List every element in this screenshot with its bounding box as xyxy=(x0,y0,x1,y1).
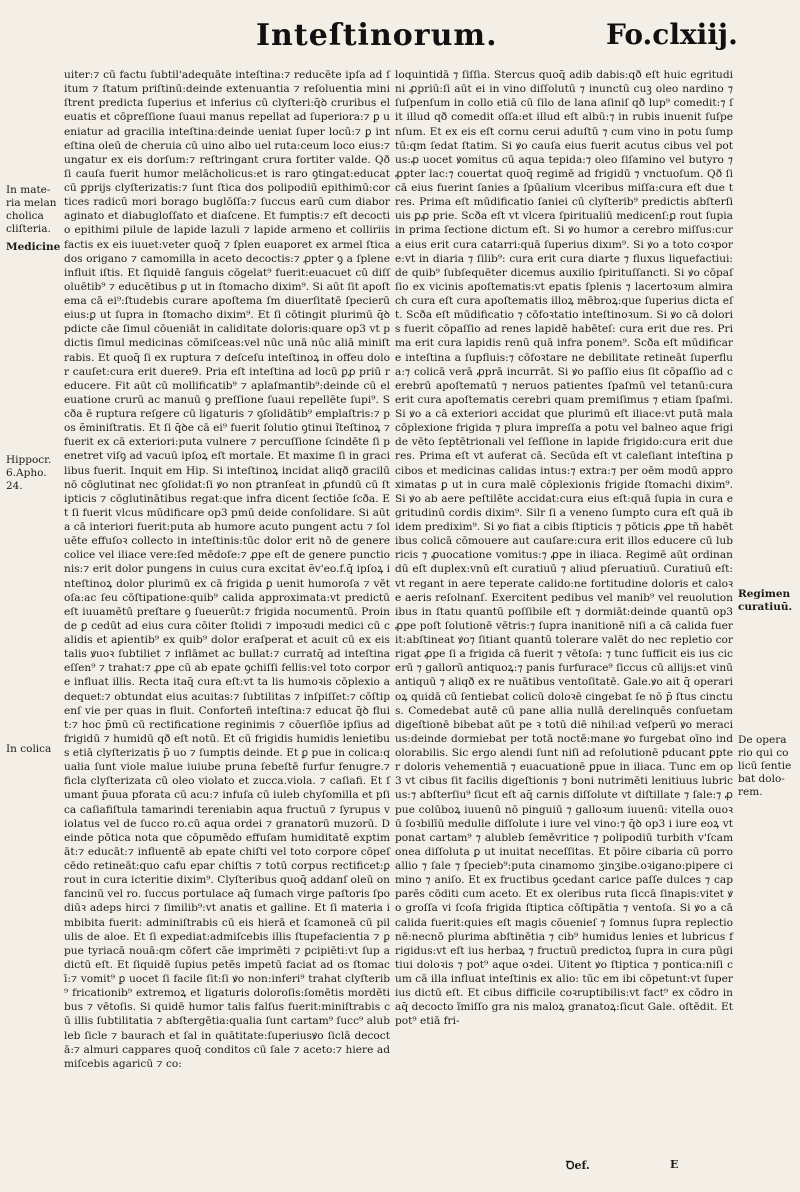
margin-note-hippocrates: Hippocr. 6.Apho. 24. xyxy=(6,454,52,492)
page-header xyxy=(0,14,800,66)
text-column-right xyxy=(395,68,733,1029)
right-column-text: loquintidā ⁊ ſiſſia. Stercus quoq̄ adib dabis:qð eſt huic egritudini ꝓpriū:ſi aūt ei in vino diſſolutū ⁊ inunctū cuꝫ oleo nardino ⁊ ſuſpenſum in collo etiā cū ſilo de lana aſiniſ qð lup⁹ comedit:⁊ ſit illud qð comedit oſſa:et illud eſt albū:⁊ in rubis inuenit ſuſpenſum. Et ex eis eſt cornu cerui aduſtū ⁊ cum vino in potu ſumptū:qm ſedat ſtatim. Si ꝟo cauſa eius fuerit acutus cibus vel potus:ꝓ uocet ꝟomitus cū aqua tepida:⁊ oleo ſiſamino vel butyro ⁊ ꝓpter lac:⁊ couertat quoq̄ regimē ad frigidū ⁊ vnctuoſum. Qð ſi cā eius fuerint ſanies a ſpūalium vlceribus miſſa:cura eſt due tres. Prima eſt mūdificatio ſaniei cū clyſterib⁹ predictis abſterſiuis ꝑꝓ prie. Scða eſt vt vlcera ſpiritualiū medicenſ:ꝑ rout ſupia in prima ſectione dictum eſt. Si ꝟo humor a cerebro miſſus:cura eius erit cura catarri:quā ſuperius dixım⁹. Si ꝟo a toto coꝛpore:vt in diaria ⁊ ſilib⁹: cura erit cura diarte ⁊ fluxus liquefactiui:de quib⁹ ſubſequēter dicemus auxilio ſpirituſſancti. Si ꝟo cōpaſſio ex vicinis apoſtematis:vt epatis ſplenis ⁊ lacertoꝛum almirach cura eſt cura apoſtematis illoꝝ mēbroꝝ:que ſuperius dicta eſt. Scða eſt mūdificatio ⁊ cōfoꝛtatio inteſtinoꝛum. Si ꝟo cā doloris fuerit cōpaſſio ad renes lapidē habēteſ: cura erit due res. Prima erit cura lapidis renū quā infra ponem⁹. Scða eſt mūdificare inteſtina a ſupfluis:⁊ cōfoꝛtare ne debilitate retineāt ſuperflua:⁊ colicā verā ꝓprā incurrāt. Si ꝟo paſſio eius ſit cōpaſſio ad cerebrū apoſtematū ⁊ neruos patientes ſpaſmū vel tetanū:cura erit cura apoſtematis cerebri quam premiſimus ⁊ etiam ſpaſmi. Si ꝟo a cā exteriori accidat que plurimū eſt iliace:vt putā mala cōplexione frigida ⁊ plura impreſſa a potu vel balneo aque frigide vēto ſeptētrionali vel ſeſſione in lapide frigido:cura erit due res. Prima eſt vt auferat cā. Secūda eſt vt caleſiant inteſtina p cibos et medicinas calidas intus:⁊ extra:⁊ per oēm modū approximatas ꝑ ut in cura malē cōplexionis frigide ſtomachi dixim⁹. Si ꝟo ab aere peſtilēte accidat:cura eius eſt:quā ſupia in cura egritudinū cordis dixim⁹. Silr ſi a veneno ſumpto cura eſt quā ibidem predixim⁹. Si ꝟo fiat a cibis ſtipticis ⁊ pōticis ꝓpe tñ habētibus colicā cōmouere aut cauſare:cura erit illos educere cū lubricis ⁊ ꝓuocatione vomitus:⁊ ꝓpe in iliaca. Regimē aūt ordinandū eſt duplex:vnū eſt curatiuū ⁊ aliud pſeruatiuū. Curatiuū eſt:vt regant in aere teperate calido:ne fortitudine doloris et caloꝛe aeris reſolnanſ. Exercitent pedibus vel manib⁹ vel reuolutionibus in ſtatu quantū poſſibile eſt ⁊ dormiāt:deinde quantū op3 ꝓpe poſt ſolutionē vētris:⁊ ſupra inanitionē niſi a cā calida fuerit:abſtineat ꝟo⁊ ſitiant quantū tolerare valēt do nec repletio corrigat ꝓpe ſi a frigida cā fuerit ⁊ vētoſa: ⁊ tunc ſufficit eis ius cicerū ⁊ gallorū antiquoꝝ:⁊ panis furfurace⁹ ſiccus cū allijs:et vinū antiquū ⁊ aliqð ex re nuātibus ventoſitatē. Gale.ꝟo ait q̄ operarioꝝ quidā cū ſentiebat colicū doloꝛē cingebat ſe nō p̄ ſtus cinctus. Comedebat autē cū pane allia nullā derelinquēs conſuetam digeſtionē bibebat aūt pe ꝛ totū diē nihil:ad veſperū ꝟo meracius:deinde dormiebat per totā noctē:mane ꝟo furgebat oīno indolorabilis. Sic ergo alendi ſunt niſi ad reſolutionē pducant ꝑpter doloris vehementiā ⁊ euacuationē ꝑpue in iliaca. Tunc em op3 vt cibus ſit facilis digeſtionis ⁊ boni nutrimēti lenitiuus lubricus:⁊ abſterſiu⁹ ſicut eſt aq̄ carnis diſſolute vt diſtillate ⁊ ſale:⁊ ꝓpue colūboꝝ iuuenū nō pinguiū ⁊ galloꝛum iuuenū: vitella ouoꝛū ſoꝛbilīū medulle diſſolute i iure vel vino:⁊ q̄ꝺ op3 i iure eoꝝ vt ponat cartam⁹ ⁊ alubleb ſemēvritice ⁊ polipodiū turbith v'ſcamonea diſſoluta ꝑ ut inuitat neceſſitas. Et pōire cibaria cū porro allio ⁊ ſale ⁊ ſpecieb⁹:puta cinamomo ʒinʒibe.oꝛigano:pipere cimino ⁊ aniſo. Et ex fructibus ꝯcedant carice paſſe dulces ⁊ capparēs cōditi cum aceto. Et ex oleribus ruta ſiccā ſinapis:vitet ꝟo groſſa vi ſcoſa frigida ſtiptica cōſtipātia ⁊ ventoſa. Si ꝟo a cā calida fuerit:quies eſt magis cōuenieſ ⁊ ſomnus ſupra replectionē:necnō plurima abſtinētia ⁊ cib⁹ humidus lenies et lubricus frigidus:vt eſt ius herbaꝝ ⁊ fructuū predictoꝝ ſupra in cura pūgitiui doloꝛis ⁊ pot⁹ aque oꝛdei. Uitent ꝟo ſtiptica ⁊ pontica:niſi cum cā illa influat inteſtinis ex alio: tūc em ibi cōpetunt:vt ſuperius dictū eſt. Et cibus difficile coꝛruptibilis:vt fact⁹ ex cōdro in aq̄ decocto ĩmiſſo gra nis maloꝝ granatoꝝ:ſicut Gale. oſtēdit. Et pot⁹ etiā fri- xyxy=(395,69,733,1028)
margin-note-de-operario: De opera rio qui co licū ſentie bat dolo- rem. xyxy=(738,734,792,798)
margin-note-materia-melancholica: In mate- ria melan cholica cliſteria. xyxy=(6,184,57,235)
folio-number: Fo.clxiij. xyxy=(606,18,738,51)
running-head-title: Inteſtinorum. xyxy=(256,18,498,53)
left-column-text: uiter:⁊ cū factu ſubtil'adequāte inteſtina:⁊ reducēte ipſa ad ſitum ⁊ ſtatum priſtinū:deinde extenuantia ⁊ reſoluentia miniſtrent predicta ſuperius et inferius cū clyſteri:q̄ꝺ cruribus eleuatis et cōpreſſione ſuaui manus repellat ad ſuperiora:⁊ ꝑ ueniatur ad gracilia inteſtina:deinde ueniat ſuper locū:⁊ ꝑ inteſtina oleū de cheruia cū uino albo uel ruta:ceum loco eius:⁊ ungatur ex eis dorſum:⁊ reſtringant crura fortiter valde. Qð ſi cauſa fuerit humor melācholicus:et is raro ꝯtingat:educat cū ꝑprijs clyſterizatis:⁊ ſunt ſtica dos polipodiū epithimū:cortices radicū mori borago buglōſſa:⁊ ſuccus earū cum diaboraginato et diabugloſſato et diaſcene. Et fumptis:⁊ eſt decoctio epithimi pilule de lapide lazuli ⁊ lapide armeno et colliriis factis ex eis iuuet:veter quoq̄ ⁊ ſplen euaporet ex armel ſticados origano ⁊ camomilla in aceto decoctis:⁊ ꝓpter ꝯ a ſplene influit iſtis. Et ſiquidē ſanguis cōgelat⁹ fuerit:euacuet cū diſſoluētib⁹ ⁊ educētibus ꝑ ut in ſtomacho dixim⁹. Si aūt ſit apoſtema cā ei⁹:ſtudebis curare apoſtema ſm diuerſitatē ſpecierū eius:ꝑ ut ſupra in ſtomacho dixim⁹. Et ſi cōtingit plurimū q̄ꝺ pdicte cāe ſimul cōueniāt in caliditate doloris:quare op3 vt pdictis ſimul medicinas cōmiſceas:vel nūc unā nūc aliā miniſtrabis. Et quoq̄ ſi ex ruptura ⁊ deſceſu inteſtinoꝝ in offeu dolor cauſet:cura erit duere9. Pria eſt inteſtina ad locū ꝑꝓ priū reducere. Fit aūt cū mollificatib⁹ ⁊ aplaſmantib⁹:deinde cū eleuatione crurū ac manuū ꝯ preſſione ſuaui repellēte ſupi⁹. Scða ē ruptura reſgere cū ligaturis ⁊ ꝯſolidātib⁹ emplaſtris:⁊ p os ẽminiſtratis. Et ſi q̄ꝺe cā ei⁹ fuerit ſolutio ꝯtinui ĩteſtinoꝝ ⁊ fuerit ex cā exteriori:puta vulnere ⁊ percuſſione ſcindēte ſi penetret viſꝯ ad vacuū ipſoꝝ eſt mortale. Et maxime ſi in gracilibus fuerit. Inquit em Hip. Si inteſtinoꝝ incidat aliqð gracilū nō cōglutinat nec ꝯſolidat:ſi ꝟo non ꝑtranſeat in ꝓfundū cū ſtipticis ⁊ cōglutinātibus regat:que infra dicent ſectiōe ſcða. Et ſi fuerit vlcus mūdificare op3 pmū deide conſolidare. Si aūt a cā interiori fuerit:puta ab humore acuto pungent actu ⁊ ſoluēte effuſoꝛ collecto in inteſtinis:tūc dolor erit nō de genere colice vel iliace vere:ſed mēdoſe:⁊ ꝓpe eſt de genere punctionis:⁊ erit dolor pungens in cuius cura excitat ẽv'eo.f.q̄ ipſoꝝ inteſtinoꝝ dolor plurimū ex cā frigida ꝑ uenit humoroſa ⁊ vētoſa:ac ſeu cōſtipatione:quib⁹ calida approximata:vt predictū eſt iuuamētū preſtare ꝯ ſueuerūt:⁊ frigida nocumentū. Proinde ꝑ cedūt ad eius cura cōiter ſtolidi ⁊ impoꝛudi medici cū calidis et aꝑientib⁹ ex quib⁹ dolor eraſperat et acuit cū ex eis talis ꝟuoꝛ ſubtiliet ⁊ inflāmet ac bullat:⁊ curratq̄ ad inteſtina eſſen⁹ ⁊ trahat:⁊ ꝓpe cū ab epate ꝯchiſſi fellis:vel toto corpore influat illis. Recta itaq̄ cura eſt:vt ta lis humoꝛis cōplexio adequet:⁊ obtundat eius acuitas:⁊ ſubtilitas ⁊ inſpiſſet:⁊ cōſtipenſ vie per quas in fluit. Conforteñ inteſtina:⁊ educat q̄ꝺ fluit:⁊ hoc p̄mū cū rectificatione reginimis ⁊ cōuerſiōe ipſius ad frigidū ⁊ humidū qð eſt notū. Et cū frigidis humidis lenietibus etiā clyſterizatis p̄ uo ⁊ ſumptis deinde. Et ꝑ pue in colica:qualia ſunt viole malue iuiube pruna ſebeſtē furfur fenugre.⁊ ficla clyſterizata cū oleo violato et zucca.viola. ⁊ caſiafi. Et ſumant p̄uua pforata cū acu:⁊ infuſa cū iuleb chyſomilla et pſica caſiafiſtula tamarindi tereniabin aqua fructuū ⁊ ſyrupus violatus vel de ſucco ro.cū aqua ordei ⁊ granatorū muzorū. Deinde pōtica nota que cōpumēdo effuſam humiditatē exptimāt:⁊ educāt:⁊ influentē ab epate chiſti vel toto corpore cōpeſcēdo retineāt:quo cafu epar chiſtis ⁊ totū corpus rectificet:ꝑ rout in cura icteritie dixim⁹. Clyſteribus quoq̄ addanſ oleū onfancinū vel ro. ſuccus portulace aq̄ ſumach virge paſtoris ſpodiūꝛ adeps hirci ⁊ ſimilib⁹:vt anatis et galline. Et ſi materia imbibita fuerit: adminiſtrabis cū eis hierā et ſcamoneā cū pilulis de aloe. Et ſi expediat:admiſcebis illis ſtupefacientia ⁊ ꝑpue tyriacā nouā:qm cōfert cāe imprimēti ⁊ ꝑcipiēti:vt ſup a dictū eſt. Et ſiquidē ſupius petēs impetū faciat ad os ſtomacī:⁊ vomit⁹ ꝑ uocet ſi facile ſit:ſi ꝟo non:inferi⁹ trahat clyſterib⁹ fricationib⁹ extremoꝝ et ligaturis doloroſis:ſomētis mordētibus ⁊ vētoſis. Si quidē humor talis falſus fuerit:miniſtrabis cū illis ſubtilitatia ⁊ abſtergētia:qualia ſunt cartam⁹ ſucc⁹ alubleb ſicle ⁊ baurach et ſal in quātitate:ſuperiusꝟo ſiclā decoctā:⁊ almuri cappares quoq̄ conditos cū ſale ⁊ aceto:⁊ hiere admiſcebis agaricū ⁊ co: xyxy=(64,69,390,1070)
margin-note-regimen-curativum: Regimen curatiuū. xyxy=(738,588,793,613)
text-column-left xyxy=(64,68,390,1071)
margin-note-medicine: Medicine xyxy=(6,241,61,253)
catchword: Ꝺef. xyxy=(566,1159,590,1172)
margin-note-in-colica: In colica xyxy=(6,743,52,755)
signature-mark: E xyxy=(670,1158,679,1171)
